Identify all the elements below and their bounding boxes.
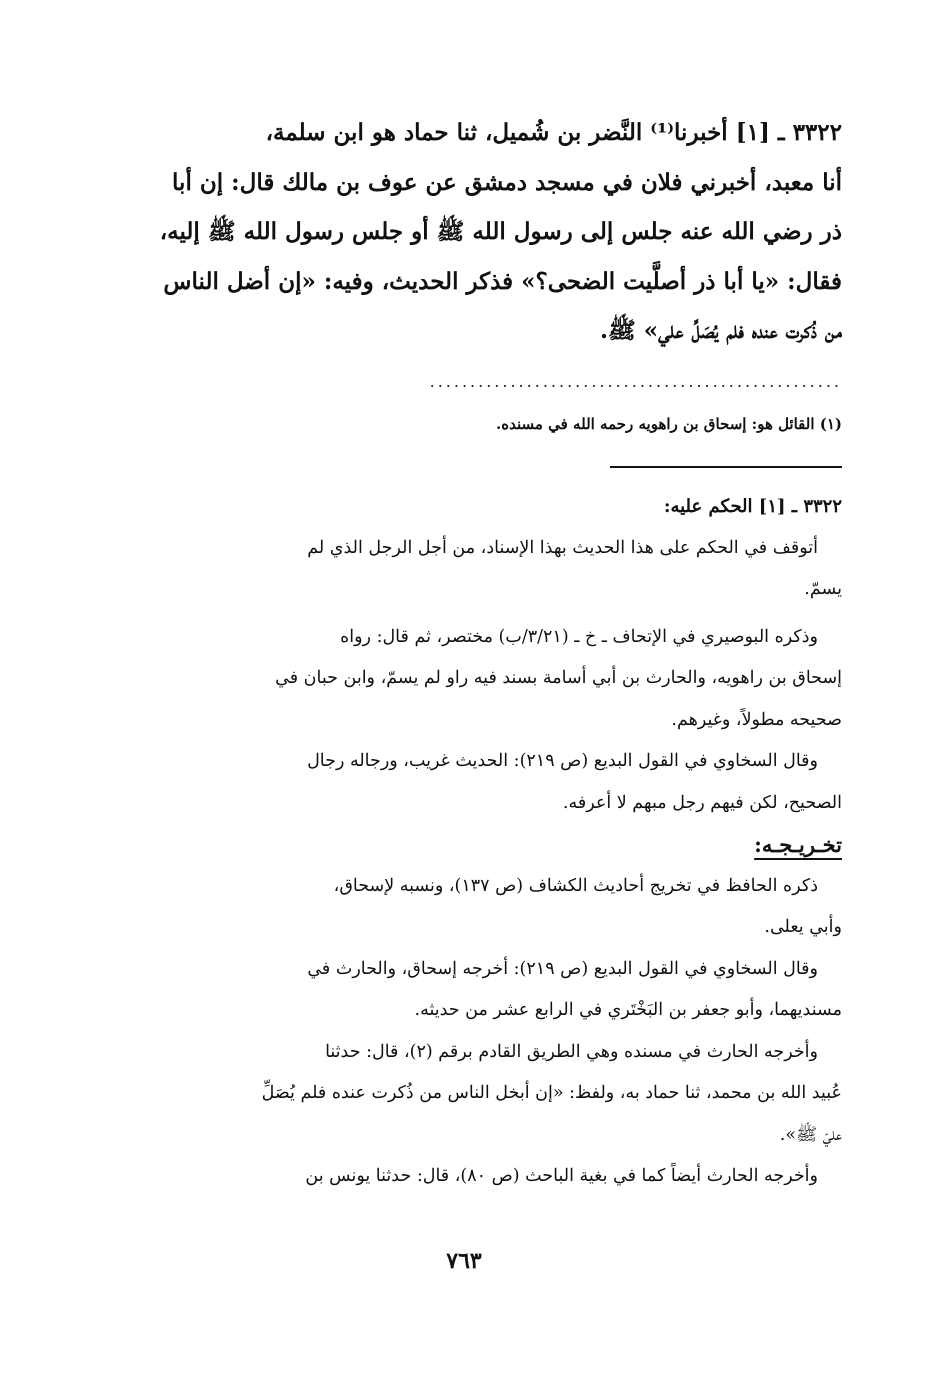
takhrij-line: وقال السخاوي في القول البديع (ص ٢١٩): أخرجه إسحاق، والحارث في <box>307 958 818 979</box>
hadith-line: من ذُكرت عنده فلم يُصَلِّ علي» ﷺ. <box>599 317 842 344</box>
hadith-line: فقال: «يا أبا ذر أصلَّيت الضحى؟» فذكر الحديث، وفيه: «إن أضل الناس <box>163 267 842 295</box>
commentary-line: يسمّ. <box>804 579 842 599</box>
takhrij-line: وأخرجه الحارث في مسنده وهي الطريق القادم برقم (٢)، قال: حدثنا <box>325 1041 818 1062</box>
commentary-line: أتوقف في الحكم على هذا الحديث بهذا الإسناد، من أجل الرجل الذي لم <box>307 537 818 558</box>
takhrij-line: وأخرجه الحارث أيضاً كما في بغية الباحث (ص ٨٠)، قال: حدثنا يونس بن <box>305 1166 818 1186</box>
commentary-line: صحيحه مطولاً، وغيرهم. <box>671 709 842 730</box>
takhrij-line: مسنديهما، وأبو جعفر بن البَخْتَري في الرابع عشر من حديثه. <box>414 1000 842 1020</box>
commentary-line: الصحيح، لكن فيهم رجل مبهم لا أعرفه. <box>562 792 842 813</box>
ruling-heading: ٣٣٢٢ ـ [١] الحكم عليه: <box>663 496 842 517</box>
footnote: (١) القائل هو: إسحاق بن راهويه رحمه الله في مسنده. <box>496 415 842 433</box>
page-number: ٧٦٣ <box>446 1248 482 1274</box>
hadith-text <box>112 108 842 356</box>
commentary-line: وقال السخاوي في القول البديع (ص ٢١٩): الحديث غريب، ورجاله رجال <box>307 751 818 771</box>
commentary-line: وذكره البوصيري في الإتحاف ـ خ ـ (٣/٢١/ب) مختصر، ثم قال: رواه <box>340 626 818 647</box>
hadith-line: ذر رضي الله عنه جلس إلى رسول الله ﷺ أو جلس رسول الله ﷺ إليه، <box>159 218 842 245</box>
takhrij-heading: تخـريـجـه: <box>754 832 842 857</box>
takhrij-line: عليّ ﷺ». <box>779 1124 842 1145</box>
takhrij-line: وأبي يعلى. <box>764 917 842 937</box>
commentary-line: إسحاق بن راهويه، والحارث بن أبي أسامة بسند فيه راو لم يسمّ، وابن حبان في <box>275 668 842 688</box>
hadith-line: ٣٣٢٢ ـ [١] أخبرنا⁽¹⁾ النَّضر بن شُميل، ثنا حماد هو ابن سلمة، <box>265 119 842 146</box>
takhrij-line: عُبيد الله بن محمد، ثنا حماد به، ولفظ: «إن أبخل الناس من ذُكرت عنده فلم يُصَلِّ <box>261 1083 842 1103</box>
footnote-separator-dots: ................................................... <box>429 372 842 391</box>
section-divider <box>610 466 842 468</box>
commentary <box>86 486 842 1198</box>
takhrij-line: ذكره الحافظ في تخريج أحاديث الكشاف (ص ١٣٧)، ونسبه لإسحاق، <box>333 875 818 896</box>
hadith-line: أنا معبد، أخبرني فلان في مسجد دمشق عن عوف بن مالك قال: إن أبا <box>172 168 842 196</box>
